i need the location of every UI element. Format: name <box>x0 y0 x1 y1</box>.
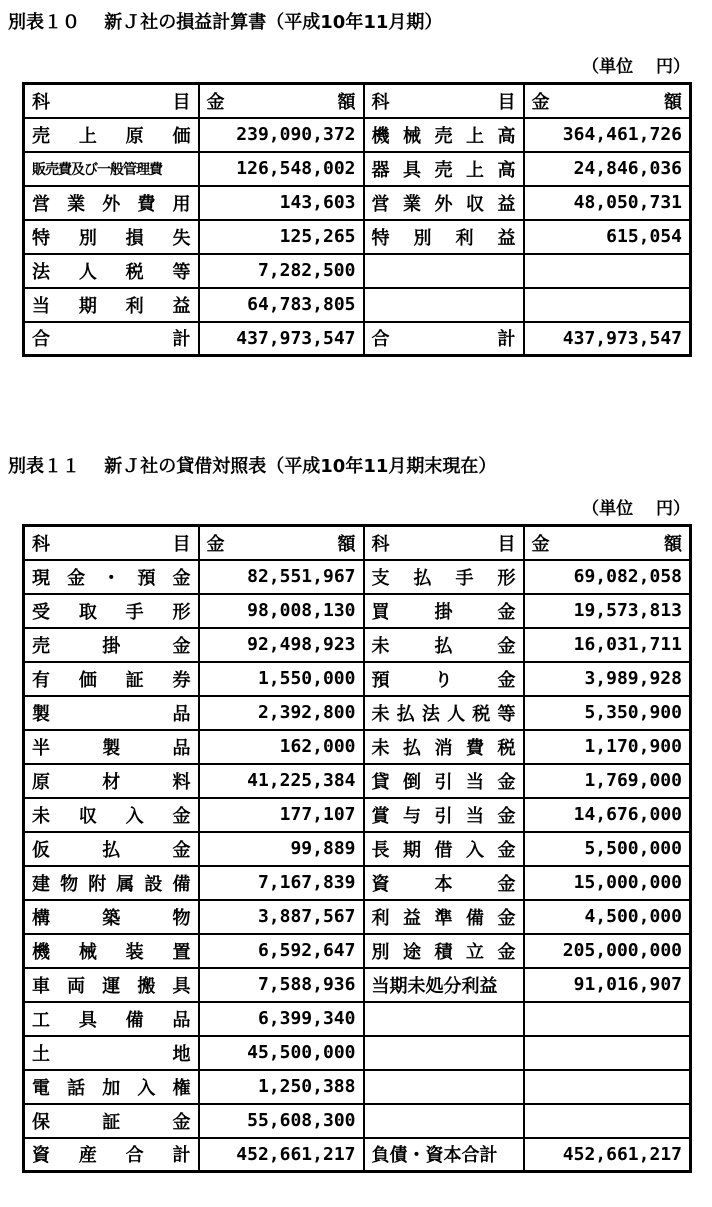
item-label: 賞与引当金 <box>364 798 524 832</box>
table-header-row <box>24 526 691 560</box>
item-label: 有価証券 <box>24 662 199 696</box>
amount-value: 7,588,936 <box>199 968 364 1002</box>
item-label: 機械装置 <box>24 934 199 968</box>
item-label: 特別利益 <box>364 220 524 254</box>
item-label: 原材料 <box>24 764 199 798</box>
amount-value: 364,461,726 <box>524 118 691 152</box>
item-label: 製品 <box>24 696 199 730</box>
balance-sheet-table <box>22 524 692 1173</box>
amount-value: 16,031,711 <box>524 628 691 662</box>
amount-value: 45,500,000 <box>199 1036 364 1070</box>
item-label: 土地 <box>24 1036 199 1070</box>
income-statement-table <box>22 82 692 357</box>
item-label: 建物附属設備 <box>24 866 199 900</box>
amount-value <box>524 254 691 288</box>
income-statement-title: 別表１０ 新Ｊ社の損益計算書（平成10年11月期） <box>8 12 443 33</box>
table-row <box>24 730 691 764</box>
table-row <box>24 186 691 220</box>
amount-value: 6,399,340 <box>199 1002 364 1036</box>
amount-value: 3,887,567 <box>199 900 364 934</box>
item-label: 電話加入権 <box>24 1070 199 1104</box>
item-label: 合計 <box>364 322 524 356</box>
item-label <box>364 254 524 288</box>
amount-value: 162,000 <box>199 730 364 764</box>
amount-value: 7,167,839 <box>199 866 364 900</box>
amount-value: 24,846,036 <box>524 152 691 186</box>
item-label <box>364 1070 524 1104</box>
amount-value: 55,608,300 <box>199 1104 364 1138</box>
item-label: 工具備品 <box>24 1002 199 1036</box>
table-row <box>24 934 691 968</box>
table-row <box>24 1104 691 1138</box>
item-label: 現金・預金 <box>24 560 199 594</box>
table-row <box>24 798 691 832</box>
amount-value: 239,090,372 <box>199 118 364 152</box>
amount-value: 125,265 <box>199 220 364 254</box>
table-row <box>24 594 691 628</box>
amount-value <box>524 1036 691 1070</box>
item-label: 貸倒引当金 <box>364 764 524 798</box>
item-label: 当期利益 <box>24 288 199 322</box>
item-label: 資本金 <box>364 866 524 900</box>
table-row <box>24 1070 691 1104</box>
item-label: 売掛金 <box>24 628 199 662</box>
amount-value: 14,676,000 <box>524 798 691 832</box>
item-label: 預り金 <box>364 662 524 696</box>
item-label: 特別損失 <box>24 220 199 254</box>
item-label: 資産合計 <box>24 1138 199 1172</box>
header-amount: 金額 <box>199 526 364 560</box>
table-row <box>24 254 691 288</box>
header-item: 科目 <box>364 526 524 560</box>
item-label: 合計 <box>24 322 199 356</box>
item-label: 構築物 <box>24 900 199 934</box>
amount-value: 437,973,547 <box>199 322 364 356</box>
item-label <box>364 1104 524 1138</box>
item-label: 未払金 <box>364 628 524 662</box>
amount-value: 1,250,388 <box>199 1070 364 1104</box>
item-label <box>364 1036 524 1070</box>
header-item: 科目 <box>24 84 199 118</box>
amount-value: 5,500,000 <box>524 832 691 866</box>
amount-value: 2,392,800 <box>199 696 364 730</box>
item-label: 仮払金 <box>24 832 199 866</box>
amount-value: 4,500,000 <box>524 900 691 934</box>
table-row <box>24 900 691 934</box>
table-row <box>24 1036 691 1070</box>
table-row <box>24 866 691 900</box>
item-label: 利益準備金 <box>364 900 524 934</box>
item-label: 売上原価 <box>24 118 199 152</box>
item-label: 未払消費税 <box>364 730 524 764</box>
table-row <box>24 764 691 798</box>
amount-value: 143,603 <box>199 186 364 220</box>
table-row <box>24 1002 691 1036</box>
amount-value: 1,170,900 <box>524 730 691 764</box>
amount-value <box>524 1070 691 1104</box>
item-label: 法人税等 <box>24 254 199 288</box>
amount-value: 48,050,731 <box>524 186 691 220</box>
table-row <box>24 662 691 696</box>
item-label: 支払手形 <box>364 560 524 594</box>
header-item: 科目 <box>24 526 199 560</box>
item-label: 負債・資本合計 <box>364 1138 524 1172</box>
amount-value: 15,000,000 <box>524 866 691 900</box>
amount-value <box>524 1002 691 1036</box>
header-amount: 金額 <box>524 526 691 560</box>
table-row <box>24 288 691 322</box>
amount-value: 98,008,130 <box>199 594 364 628</box>
income-statement-unit: （単位 円） <box>582 57 690 77</box>
table-row <box>24 560 691 594</box>
amount-value: 7,282,500 <box>199 254 364 288</box>
item-label: 営業外収益 <box>364 186 524 220</box>
item-label: 受取手形 <box>24 594 199 628</box>
total-row <box>24 1138 691 1172</box>
item-label: 半製品 <box>24 730 199 764</box>
header-amount: 金額 <box>524 84 691 118</box>
item-label: 器具売上高 <box>364 152 524 186</box>
amount-value: 126,548,002 <box>199 152 364 186</box>
amount-value <box>524 288 691 322</box>
table-row <box>24 628 691 662</box>
amount-value: 615,054 <box>524 220 691 254</box>
item-label: 保証金 <box>24 1104 199 1138</box>
item-label: 車両運搬具 <box>24 968 199 1002</box>
amount-value: 99,889 <box>199 832 364 866</box>
item-label: 未収入金 <box>24 798 199 832</box>
amount-value: 64,783,805 <box>199 288 364 322</box>
amount-value: 1,769,000 <box>524 764 691 798</box>
amount-value <box>524 1104 691 1138</box>
table-row <box>24 220 691 254</box>
amount-value: 19,573,813 <box>524 594 691 628</box>
item-label: 別途積立金 <box>364 934 524 968</box>
amount-value: 91,016,907 <box>524 968 691 1002</box>
amount-value: 205,000,000 <box>524 934 691 968</box>
item-label: 買掛金 <box>364 594 524 628</box>
amount-value: 69,082,058 <box>524 560 691 594</box>
amount-value: 6,592,647 <box>199 934 364 968</box>
amount-value: 82,551,967 <box>199 560 364 594</box>
header-amount: 金額 <box>199 84 364 118</box>
table-header-row <box>24 84 691 118</box>
amount-value: 452,661,217 <box>199 1138 364 1172</box>
amount-value: 5,350,900 <box>524 696 691 730</box>
table-row <box>24 968 691 1002</box>
item-label: 営業外費用 <box>24 186 199 220</box>
table-row <box>24 696 691 730</box>
amount-value: 3,989,928 <box>524 662 691 696</box>
amount-value: 452,661,217 <box>524 1138 691 1172</box>
table-row <box>24 152 691 186</box>
item-label: 当期未処分利益 <box>364 968 524 1002</box>
item-label <box>364 1002 524 1036</box>
amount-value: 41,225,384 <box>199 764 364 798</box>
amount-value: 1,550,000 <box>199 662 364 696</box>
item-label: 販売費及び一般管理費 <box>24 152 199 186</box>
item-label: 長期借入金 <box>364 832 524 866</box>
item-label: 未払法人税等 <box>364 696 524 730</box>
amount-value: 92,498,923 <box>199 628 364 662</box>
total-row <box>24 322 691 356</box>
item-label <box>364 288 524 322</box>
balance-sheet-unit: （単位 円） <box>582 499 690 519</box>
table-row <box>24 832 691 866</box>
amount-value: 177,107 <box>199 798 364 832</box>
header-item: 科目 <box>364 84 524 118</box>
item-label: 機械売上高 <box>364 118 524 152</box>
balance-sheet-title: 別表１１ 新Ｊ社の貸借対照表（平成10年11月期末現在） <box>8 456 497 477</box>
amount-value: 437,973,547 <box>524 322 691 356</box>
table-row <box>24 118 691 152</box>
